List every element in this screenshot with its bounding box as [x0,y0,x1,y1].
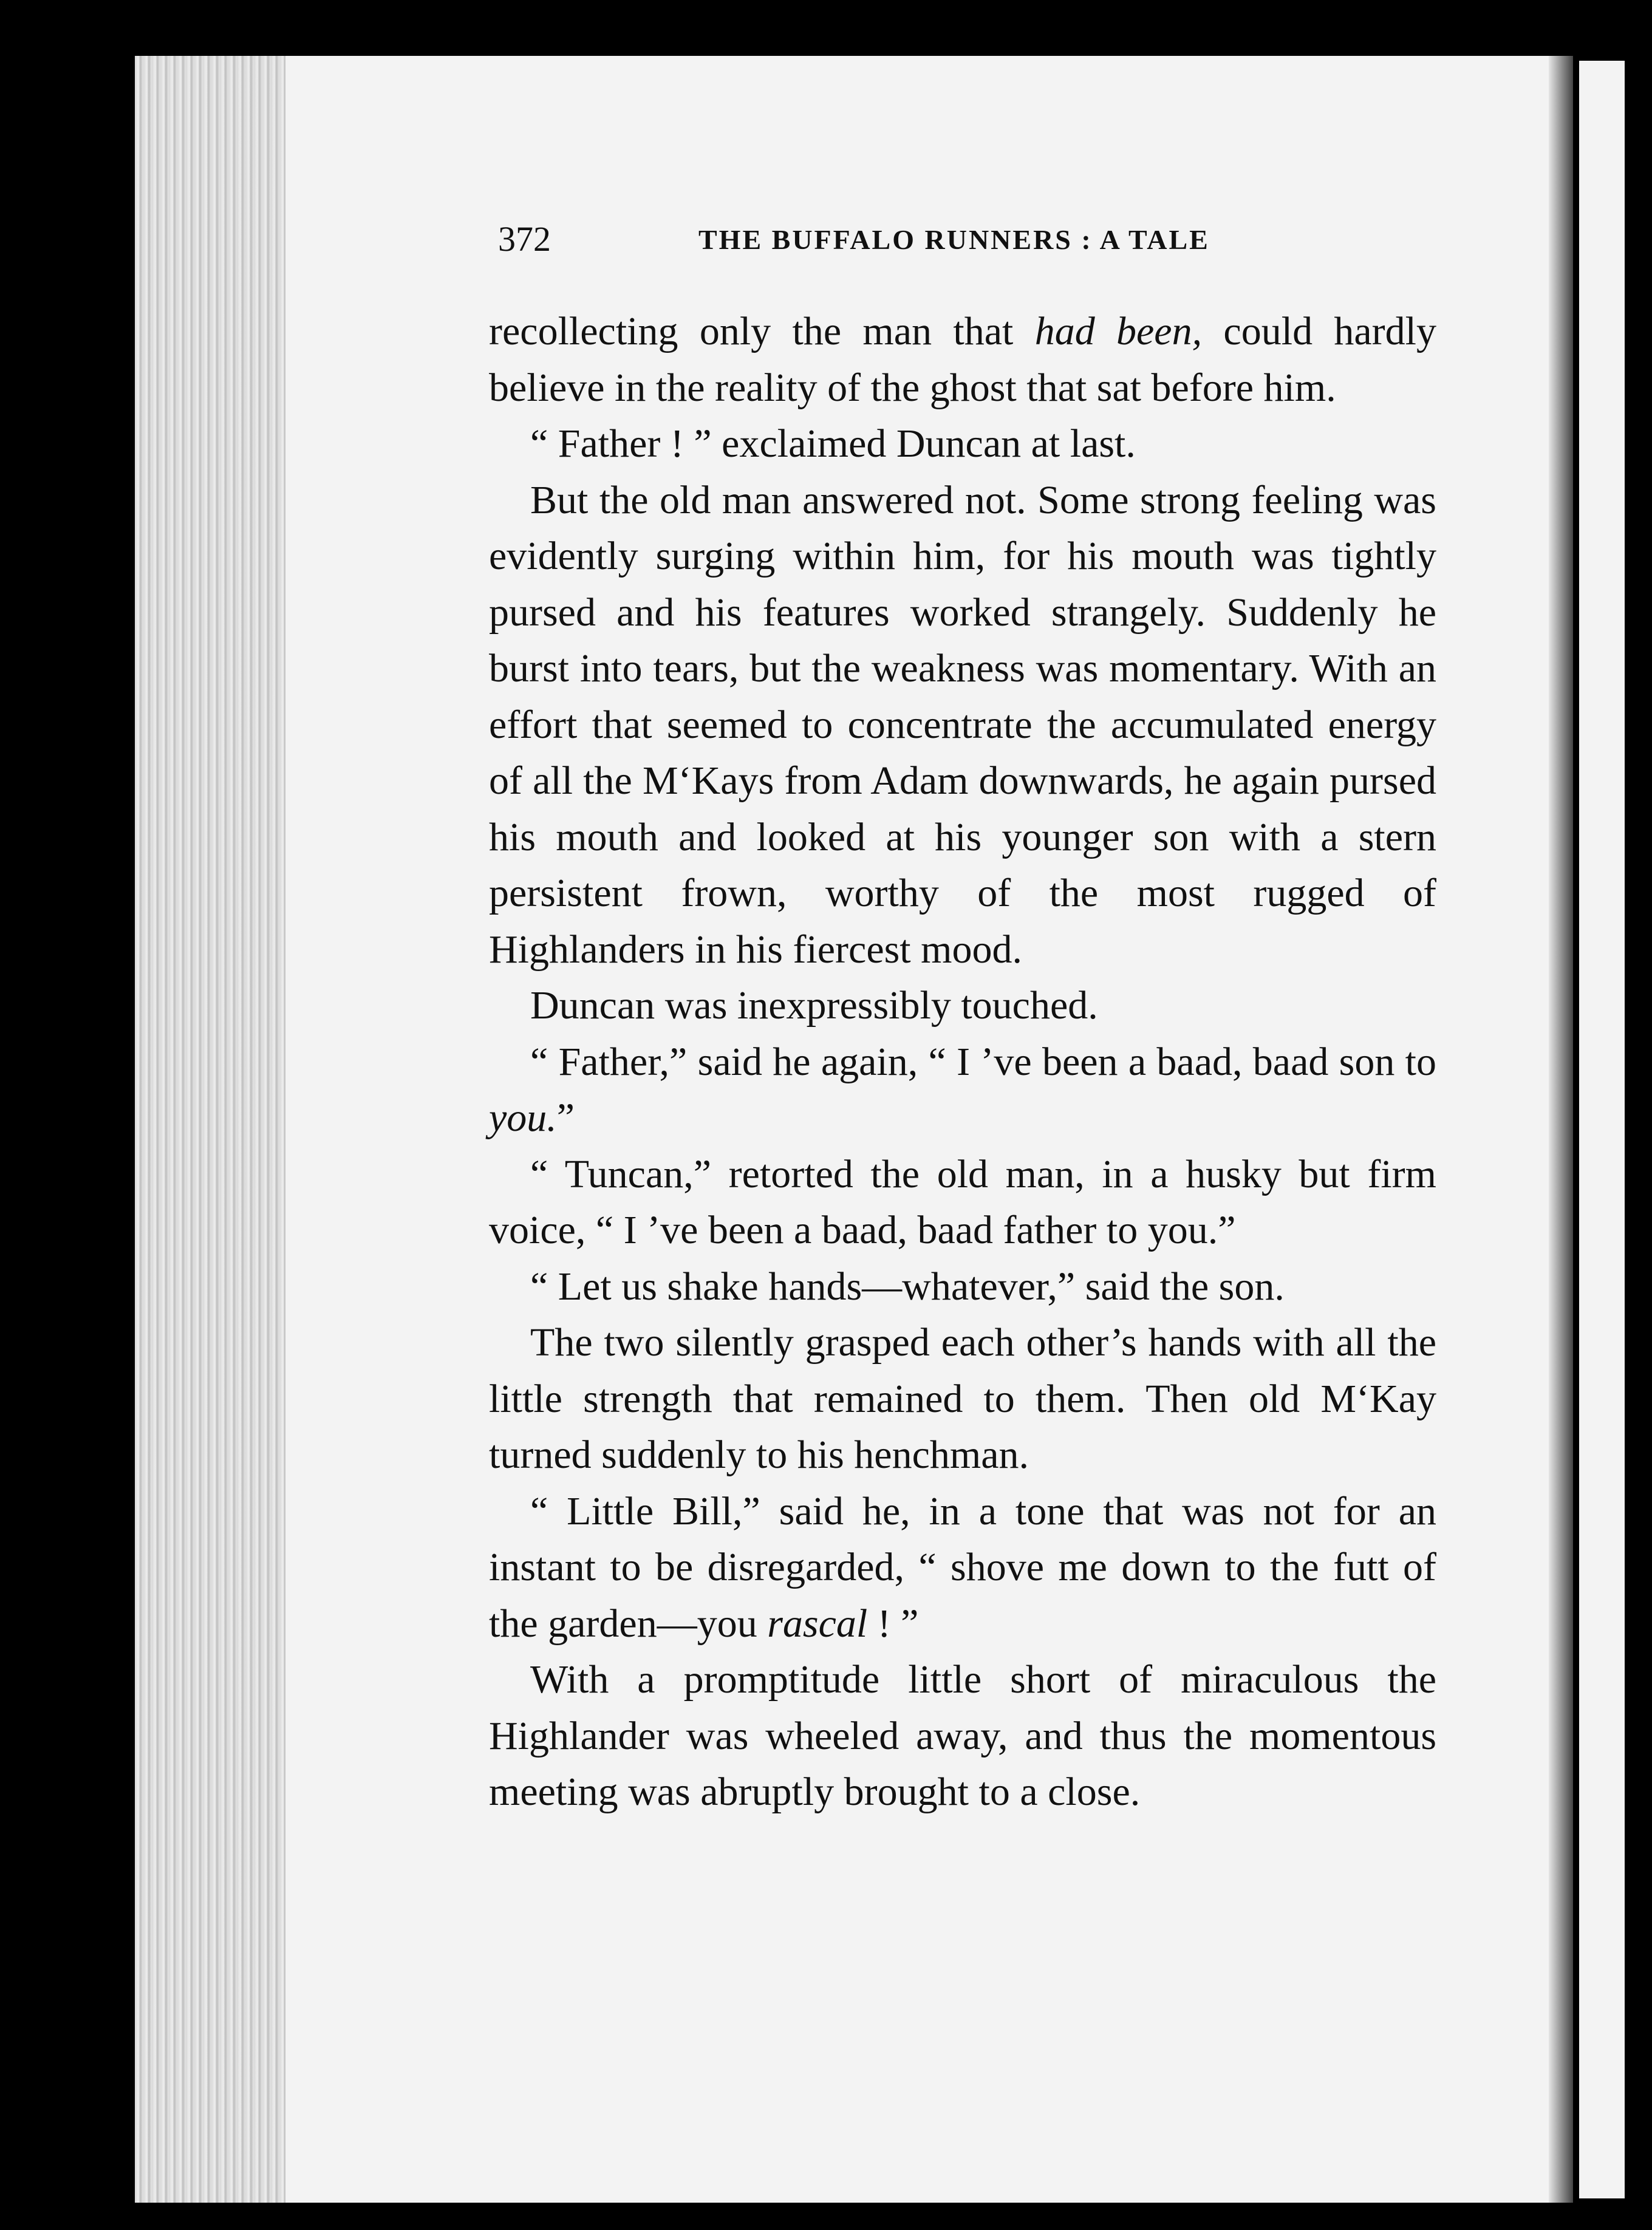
paragraph: With a promptitude little short of miraculous the Highlander was wheeled away, and thus the momentous meeting was abruptly brought to a close. [489,1657,1436,1814]
page-number: 372 [498,219,551,259]
paragraph: “ Let us shake hands—whatever,” said the son. [530,1264,1285,1309]
paragraph: “ Father ! ” exclaimed Duncan at last. [530,421,1136,466]
running-title: THE BUFFALO RUNNERS : A TALE [698,224,1210,255]
paragraph: But the old man answered not. Some strong feeling was evidently surging within him, for his mouth was tightly pursed and his features worked strangely. Suddenly he burst into tears, but the weakness was momentary. With an effort that seemed to concentrate the accumulated energy of all the M‘Kays from Adam downwards, he again pursed his mouth and looked at his younger son with a stern persistent frown, worthy of the most rugged of Highlanders in his fiercest mood. [489,477,1436,972]
gutter-shadow [1549,56,1573,2203]
body-text [489,304,1436,1821]
paragraph: “ Tuncan,” retorted the old man, in a husky but firm voice, “ I ’ve been a baad, baad father to you.” [489,1151,1436,1252]
page-header [498,219,1288,267]
page-edges [135,56,288,2203]
facing-page-edge [1579,61,1625,2198]
paragraph: “ Father,” said he again, “ I ’ve been a baad, baad son to you.” [489,1039,1436,1140]
paragraph: Duncan was inexpressibly touched. [530,983,1098,1028]
paragraph: The two silently grasped each other’s hands with all the little strength that remained to them. Then old M‘Kay turned suddenly to his henchman. [489,1320,1436,1477]
paragraph: recollecting only the man that had been, could hardly believe in the reality of the ghost that sat before him. [489,309,1436,410]
paragraph: “ Little Bill,” said he, in a tone that was not for an instant to be disregarded, “ shove me down to the futt of the garden—you rascal ! ” [489,1488,1436,1646]
